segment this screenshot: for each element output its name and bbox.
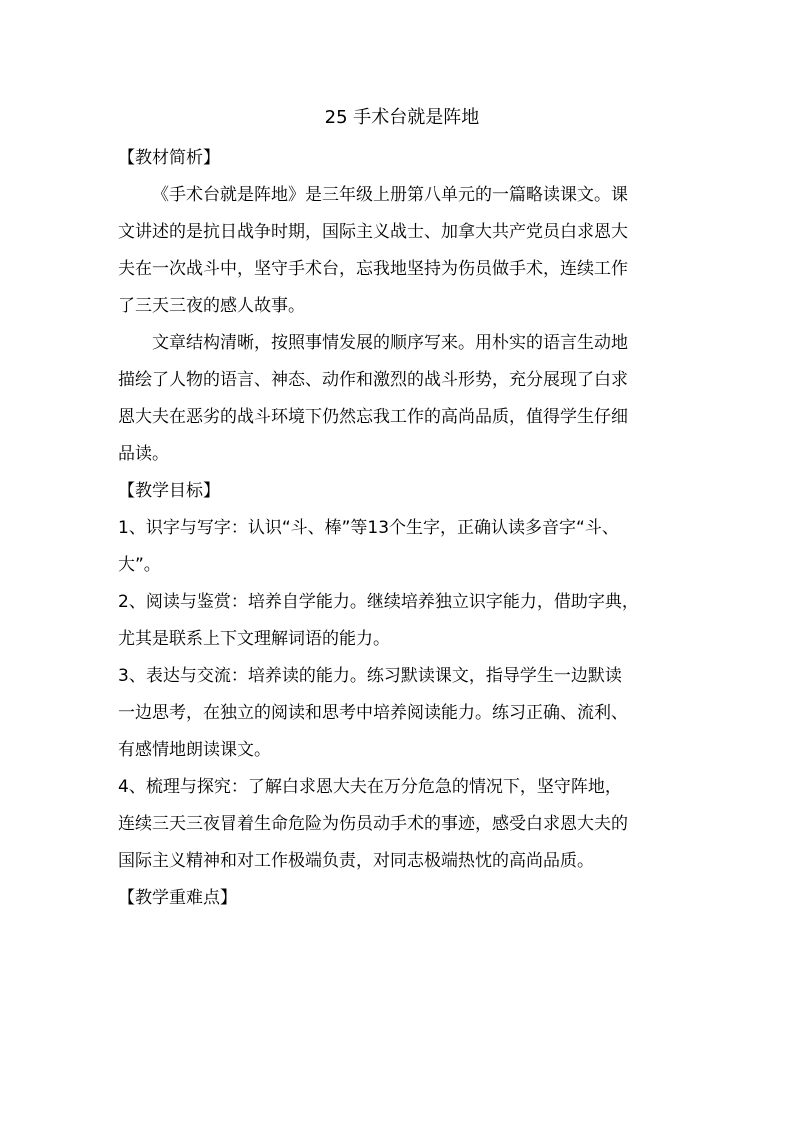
paragraph-line: 夫在一次战斗中，坚守手术台，忘我地坚持为伤员做手术，连续工作 xyxy=(118,259,628,279)
paragraph-line: 3、表达与交流：培养读的能力。练习默读课文，指导学生一边默读 xyxy=(118,666,622,686)
paragraph-line: 1、识字与写字：认识“斗、棒”等13个生字，正确认读多音字“斗、 xyxy=(118,518,619,538)
paragraph-line: 2、阅读与鉴赏：培养自学能力。继续培养独立识字能力，借助字典， xyxy=(118,592,639,612)
goal-item-4 xyxy=(118,769,686,880)
section-heading-analysis: 【教材简析】 xyxy=(118,148,220,168)
paragraph-line: 文讲述的是抗日战争时期，国际主义战士、加拿大共产党员白求恩大 xyxy=(118,222,628,242)
paragraph-line: 4、梳理与探究：了解白求恩大夫在万分危急的情况下，坚守阵地， xyxy=(118,777,622,797)
paragraph-line: 尤其是联系上下文理解词语的能力。 xyxy=(118,629,390,649)
document-title: 25 手术台就是阵地 xyxy=(324,107,480,128)
paragraph-line: 一边思考，在独立的阅读和思考中培养阅读能力。练习正确、流利、 xyxy=(118,703,628,723)
paragraph-line: 恩大夫在恶劣的战斗环境下仍然忘我工作的高尚品质，值得学生仔细 xyxy=(118,407,628,427)
paragraph-line: 国际主义精神和对工作极端负责，对同志极端热忱的高尚品质。 xyxy=(118,851,594,871)
section-heading-goals: 【教学目标】 xyxy=(118,481,220,501)
section-heading-difficulties: 【教学重难点】 xyxy=(118,888,237,908)
goal-item-3 xyxy=(118,658,686,769)
paragraph-line: 大”。 xyxy=(118,555,161,575)
paragraph-line: 品读。 xyxy=(118,444,169,464)
analysis-paragraph-2 xyxy=(118,325,686,473)
paragraph-line: 描绘了人物的语言、神态、动作和激烈的战斗形势，充分展现了白求 xyxy=(118,370,628,390)
paragraph-line: 《手术台就是阵地》是三年级上册第八单元的一篇略读课文。课 xyxy=(152,185,628,205)
paragraph-line: 文章结构清晰，按照事情发展的顺序写来。用朴实的语言生动地 xyxy=(152,333,628,353)
paragraph-line: 了三天三夜的感人故事。 xyxy=(118,296,305,316)
paragraph-line: 连续三天三夜冒着生命危险为伤员动手术的事迹，感受白求恩大夫的 xyxy=(118,814,628,834)
goal-item-2 xyxy=(118,584,686,658)
analysis-paragraph-1 xyxy=(118,177,686,325)
goal-item-1 xyxy=(118,510,686,584)
paragraph-line: 有感情地朗读课文。 xyxy=(118,740,271,760)
